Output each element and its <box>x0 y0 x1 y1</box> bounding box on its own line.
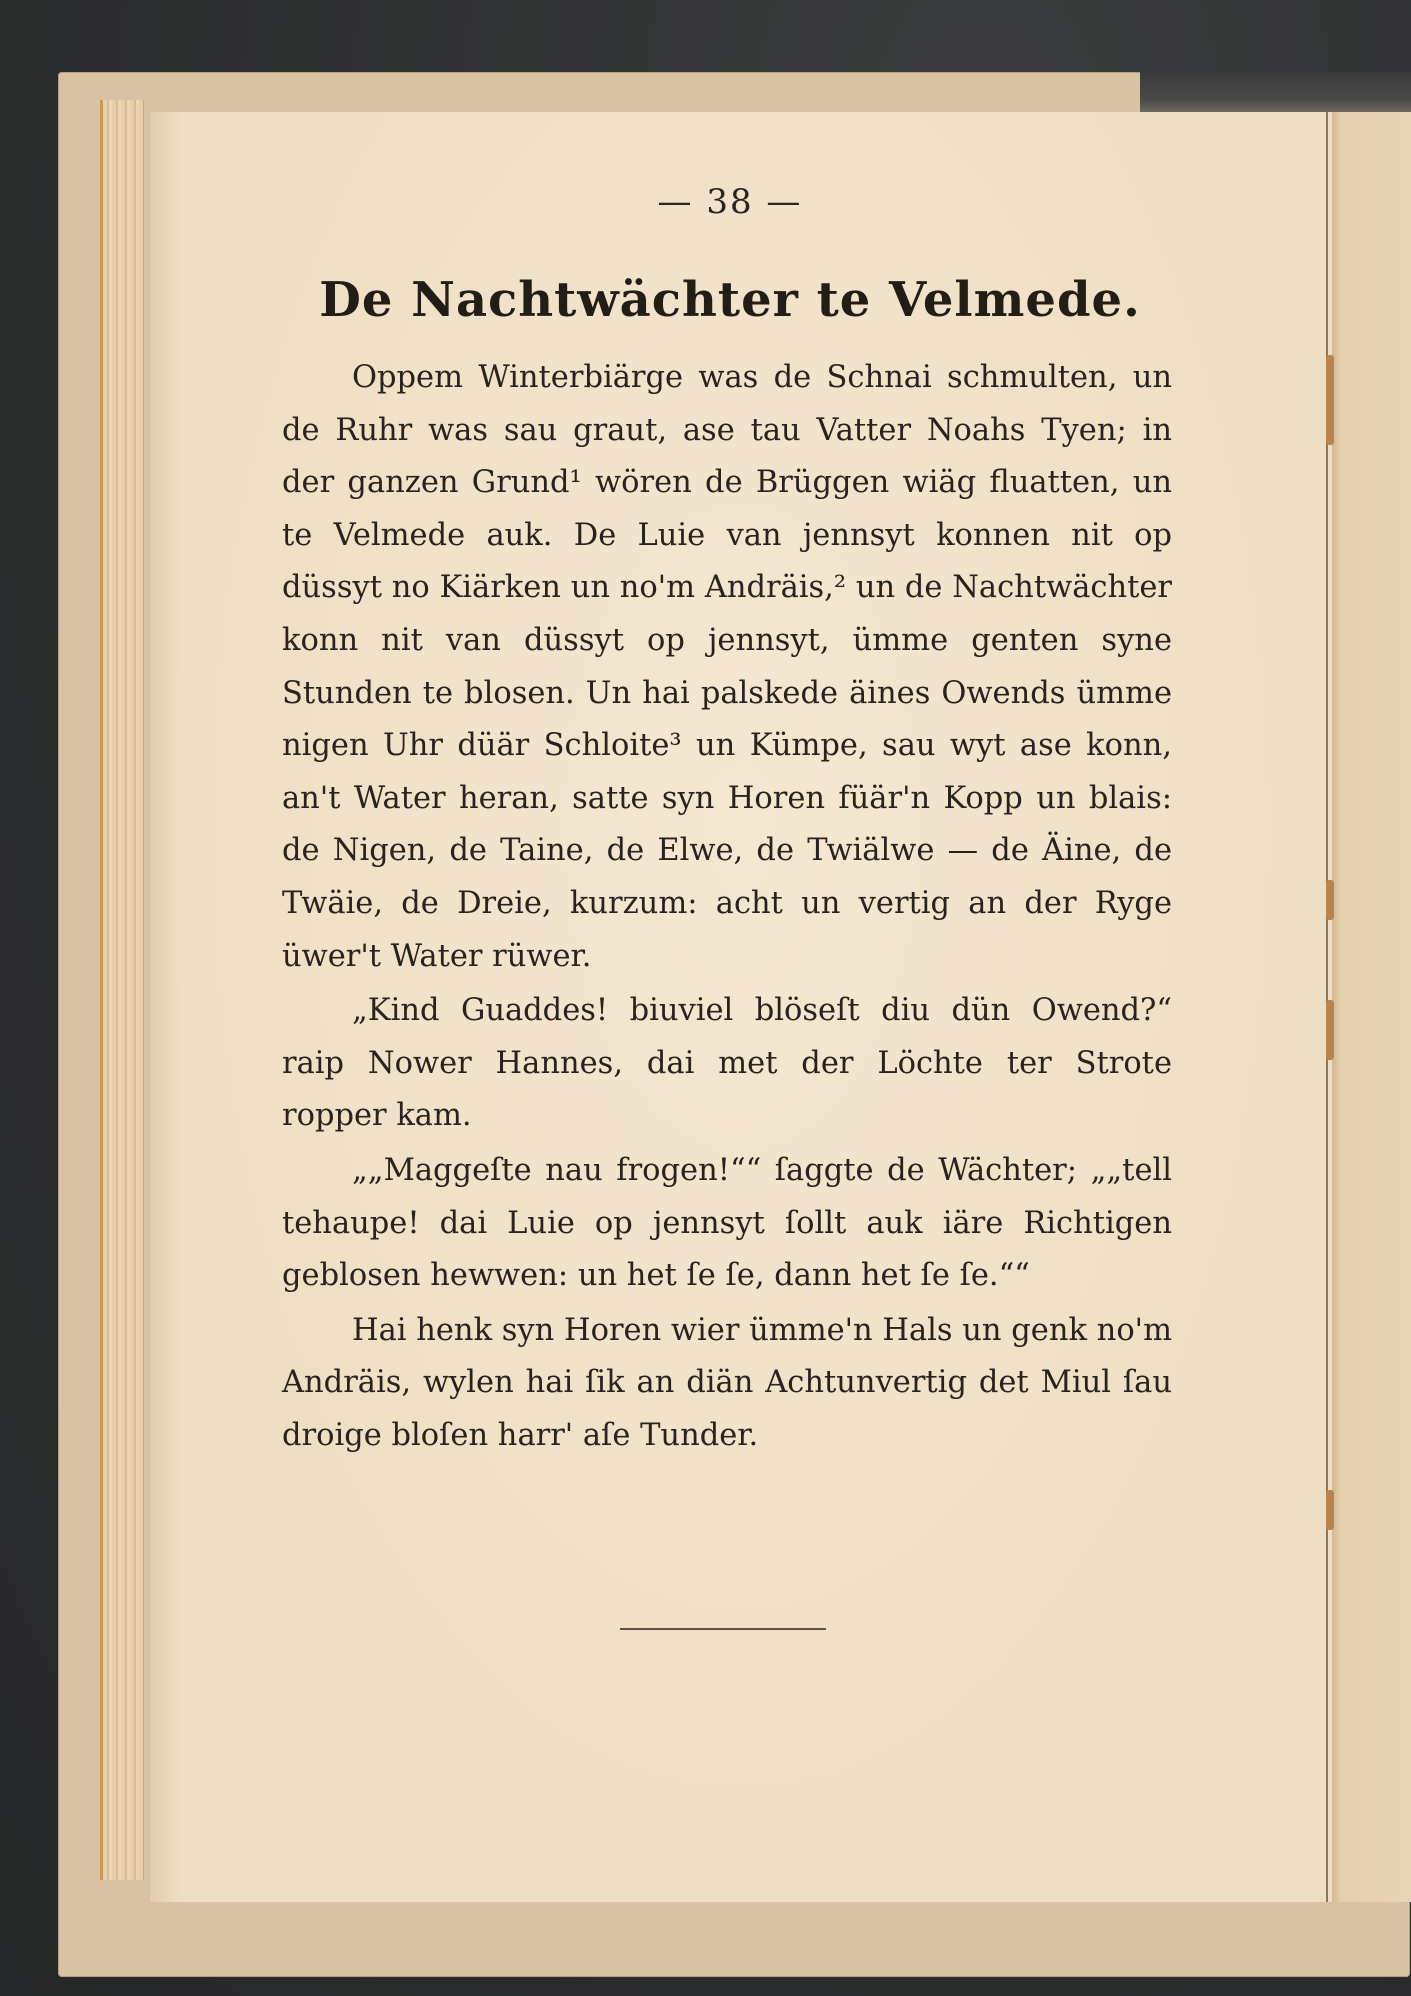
page-number: — 38 — <box>657 182 803 222</box>
binding-thread <box>1326 1490 1334 1530</box>
page-title: De Nachtwächter te Velmede. <box>319 272 1141 328</box>
section-divider <box>620 1628 826 1630</box>
facing-page <box>1328 112 1411 1902</box>
body-text <box>282 352 1172 1462</box>
paragraph: Hai henk syn Horen wier ümme'n Hals un genk no'm Andräis, wylen hai ſik an diän Achtunvertig det Miul ſau droige bloſen harr' aſe Tunder. <box>282 1312 1172 1453</box>
binding-thread <box>1326 880 1334 920</box>
page-edges <box>100 100 144 1880</box>
paragraph: Oppem Winterbiärge was de Schnai schmulten, un de Ruhr was sau graut, ase tau Vatter Noahs Tyen; in der ganzen Grund¹ wören de Brüggen wiäg fluatten, un te Velmede auk. De Luie van jennsyt konnen nit op düssyt no Kiärken un no'm Andräis,² un de Nachtwächter konn nit van düssyt op jennsyt, ümme genten syne Stunden te blosen. Un hai palskede äines Owends ümme nigen Uhr düär Schloite³ un Kümpe, sau wyt ase konn, an't Water heran, satte syn Horen füär'n Kopp un blais: de Nigen, de Taine, de Elwe, de Twiälwe — de Äine, de Twäie, de Dreie, kurzum: acht un vertig an der Ryge üwer't Water rüwer. <box>282 360 1172 974</box>
paragraph: „Kind Guaddes! biuviel blöseſt diu dün Owend?“ raip Nower Hannes, dai met der Löchte ter Strote ropper kam. <box>282 993 1172 1134</box>
binding-thread <box>1326 1000 1334 1060</box>
paragraph: „„Maggeſte nau frogen!““ ſaggte de Wächter; „„tell tehaupe! dai Luie op jennsyt ſollt auk iäre Richtigen geblosen hewwen: un het ſe ſe, dann het ſe ſe.““ <box>282 1152 1172 1294</box>
cover-spine-strip <box>1140 72 1411 112</box>
binding-thread <box>1326 355 1334 445</box>
